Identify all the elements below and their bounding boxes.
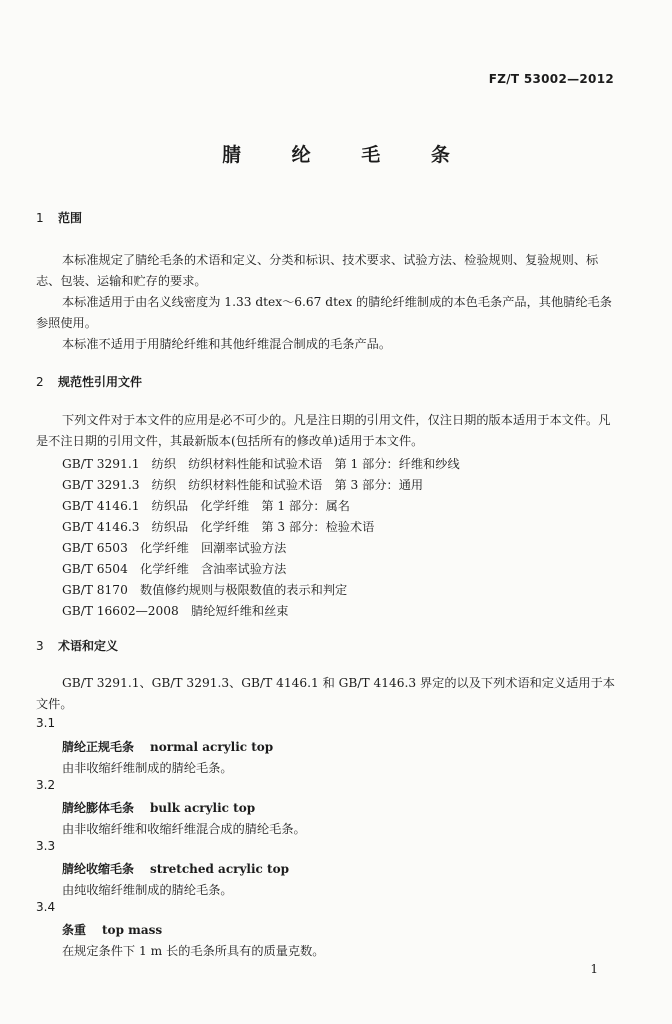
section-number: 1 [36, 211, 44, 225]
section-3-heading [36, 637, 118, 654]
section-title: 规范性引用文件 [58, 375, 143, 389]
term-english: top mass [102, 923, 163, 937]
document-title: 腈 纶 毛 条 [222, 144, 472, 166]
term-definition: 由纯收缩纤维制成的腈纶毛条。 [62, 883, 233, 897]
term-chinese: 条重 [62, 923, 87, 937]
section-1-heading [36, 209, 82, 226]
term-heading [62, 860, 289, 877]
term-chinese: 腈纶正规毛条 [62, 740, 135, 754]
term-definition: 由非收缩纤维和收缩纤维混合成的腈纶毛条。 [62, 822, 306, 836]
standard-number: FZ/T 53002—2012 [488, 72, 614, 86]
reference-item: GB/T 16602—2008 腈纶短纤维和丝束 [62, 604, 289, 618]
paragraph: 本标准不适用于用腈纶纤维和其他纤维混合制成的毛条产品。 [62, 337, 392, 351]
reference-item: GB/T 4146.1 纺织品 化学纤维 第 1 部分：属名 [62, 499, 350, 513]
term-english: bulk acrylic top [150, 801, 256, 815]
paragraph: 本标准规定了腈纶毛条的术语和定义、分类和标识、技术要求、试验方法、检验规则、复验规则、标志、包装、运输和贮存的要求。 [36, 253, 599, 288]
term-english: stretched acrylic top [150, 862, 289, 876]
term-heading [62, 921, 162, 938]
term-chinese: 腈纶收缩毛条 [62, 862, 135, 876]
term-number: 3.4 [36, 900, 56, 914]
term-number: 3.2 [36, 778, 56, 792]
section-2-heading [36, 373, 142, 390]
reference-item: GB/T 4146.3 纺织品 化学纤维 第 3 部分：检验术语 [62, 520, 375, 534]
term-number: 3.1 [36, 716, 56, 730]
term-heading [62, 799, 255, 816]
term-number: 3.3 [36, 839, 56, 853]
section-number: 2 [36, 375, 44, 389]
reference-item: GB/T 3291.3 纺织 纺织材料性能和试验术语 第 3 部分：通用 [62, 478, 424, 492]
section-title: 范围 [58, 211, 83, 225]
paragraph: GB/T 3291.1、GB/T 3291.3、GB/T 4146.1 和 GB/T 4146.3 界定的以及下列术语和定义适用于本文件。 [36, 676, 615, 711]
reference-item: GB/T 6503 化学纤维 回潮率试验方法 [62, 541, 287, 555]
term-definition: 由非收缩纤维制成的腈纶毛条。 [62, 761, 233, 775]
term-english: normal acrylic top [150, 740, 274, 754]
reference-item: GB/T 8170 数值修约规则与极限数值的表示和判定 [62, 583, 348, 597]
term-chinese: 腈纶膨体毛条 [62, 801, 135, 815]
paragraph: 本标准适用于由名义线密度为 1.33 dtex～6.67 dtex 的腈纶纤维制成的本色毛条产品，其他腈纶毛条参照使用。 [36, 295, 612, 330]
term-heading [62, 738, 273, 755]
reference-item: GB/T 6504 化学纤维 含油率试验方法 [62, 562, 287, 576]
reference-item: GB/T 3291.1 纺织 纺织材料性能和试验术语 第 1 部分：纤维和纱线 [62, 457, 460, 471]
page-number: 1 [590, 962, 598, 976]
section-title: 术语和定义 [58, 639, 119, 653]
term-definition: 在规定条件下 1 m 长的毛条所具有的质量克数。 [62, 944, 325, 958]
paragraph: 下列文件对于本文件的应用是必不可少的。凡是注日期的引用文件，仅注日期的版本适用于本文件。凡是不注日期的引用文件，其最新版本(包括所有的修改单)适用于本文件。 [36, 413, 611, 448]
section-number: 3 [36, 639, 44, 653]
